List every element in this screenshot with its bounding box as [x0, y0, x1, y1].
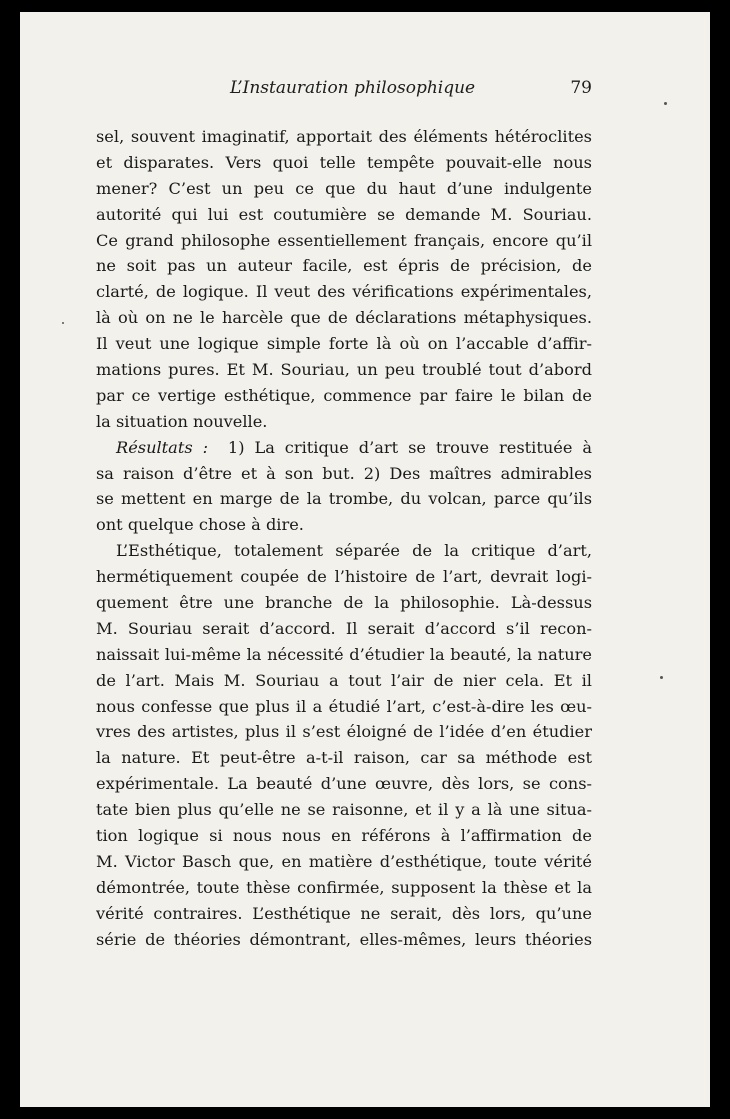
text-line: quement être une branche de la philosophie. Là-dessus: [96, 593, 592, 613]
text-line: mations pures. Et M. Souriau, un peu troublé tout d’abord: [96, 360, 592, 380]
text-line: et disparates. Vers quoi telle tempête pouvait-elle nous: [96, 152, 592, 172]
text-line: la nature. Et peut-être a-t-il raison, car sa méthode est: [96, 748, 592, 768]
page-number: 79: [570, 78, 592, 98]
text-line: L’Esthétique, totalement séparée de la critique d’art,: [116, 541, 592, 561]
text-line: hermétiquement coupée de l’histoire de l’art, devrait logi-: [96, 567, 592, 587]
text-line: clarté, de logique. Il veut des vérifications expérimentales,: [96, 282, 592, 302]
text-line: M. Victor Basch que, en matière d’esthétique, toute vérité: [96, 851, 592, 871]
text-line: expérimentale. La beauté d’une œuvre, dès lors, se cons-: [96, 774, 592, 794]
text-line: la situation nouvelle.: [96, 411, 268, 431]
text-line: par ce vertige esthétique, commence par faire le bilan de: [96, 385, 592, 405]
text-line: se mettent en marge de la trombe, du volcan, parce qu’ils: [96, 489, 592, 509]
lead-word: Résultats :: [116, 437, 209, 457]
text-line: démontrée, toute thèse confirmée, supposent la thèse et la: [96, 877, 592, 897]
text-line: M. Souriau serait d’accord. Il serait d’accord s’il recon-: [96, 618, 592, 638]
scan-speck: [664, 102, 667, 105]
text-line: Il veut une logique simple forte là où on l’accable d’affir-: [96, 334, 592, 354]
book-page: [20, 12, 710, 1107]
text-line: mener? C’est un peu ce que du haut d’une indulgente: [96, 178, 592, 198]
text-line: ont quelque chose à dire.: [96, 515, 304, 535]
scan-speck: [660, 676, 663, 679]
running-title: L’Instauration philosophique: [230, 78, 476, 98]
scan-speck: [62, 322, 64, 324]
text-line: autorité qui lui est coutumière se demande M. Souriau.: [96, 204, 592, 224]
text-line: vérité contraires. L’esthétique ne serait, dès lors, qu’une: [96, 903, 592, 923]
text-line: Ce grand philosophe essentiellement français, encore qu’il: [96, 230, 592, 250]
text-line: sel, souvent imaginatif, apportait des éléments hétéroclites: [96, 127, 592, 146]
text-line: série de théories démontrant, elles-mêmes, leurs théories: [96, 929, 592, 949]
paragraph-first-line: [96, 435, 592, 461]
text-line: tion logique si nous nous en référons à l’affirmation de: [96, 826, 592, 846]
text-line: ne soit pas un auteur facile, est épris de précision, de: [96, 256, 592, 276]
text-line: 1) La critique d’art se trouve restituée à: [227, 437, 592, 457]
text-line: là où on ne le harcèle que de déclarations métaphysiques.: [96, 308, 592, 328]
running-head: [96, 78, 592, 104]
text-line: nous confesse que plus il a étudié l’art, c’est-à-dire les œu-: [96, 696, 592, 716]
text-line: de l’art. Mais M. Souriau a tout l’air de nier cela. Et il: [96, 670, 592, 690]
text-line: tate bien plus qu’elle ne se raisonne, et il y a là une situa-: [96, 800, 592, 820]
text-line: vres des artistes, plus il s’est éloigné de l’idée d’en étudier: [96, 722, 592, 742]
text-line: naissait lui-même la nécessité d’étudier la beauté, la nature: [96, 644, 592, 664]
text-line: sa raison d’être et à son but. 2) Des maîtres admirables: [96, 463, 592, 483]
body-text: [96, 124, 592, 953]
